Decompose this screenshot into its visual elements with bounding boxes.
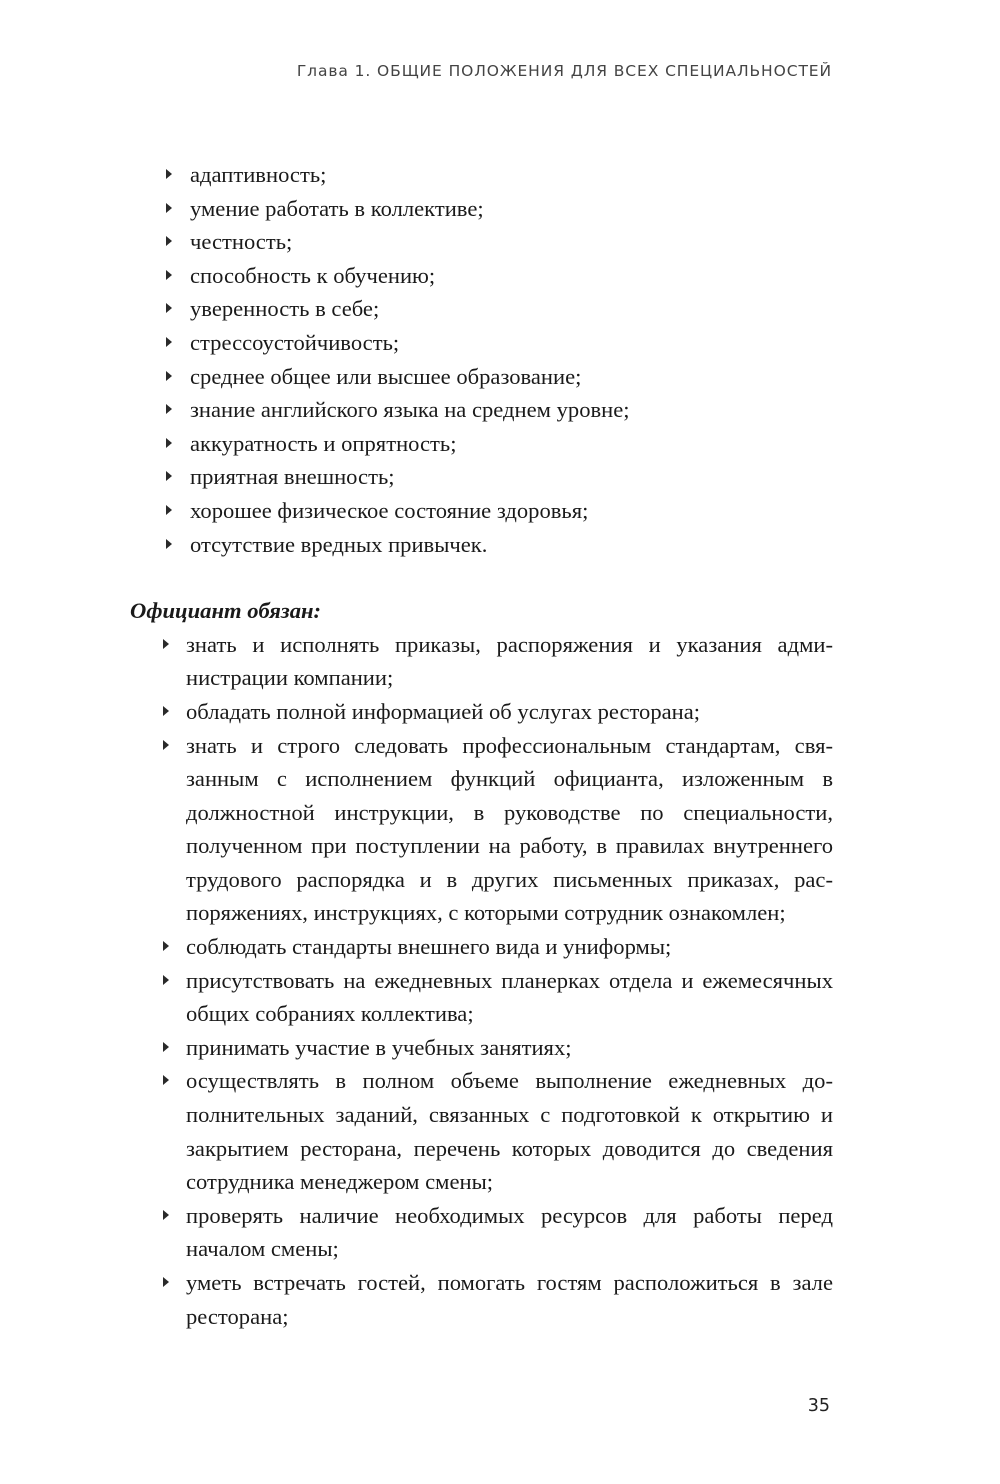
list-item (130, 1031, 833, 1065)
bullet-triangle-icon (166, 438, 172, 448)
list-item-text: честность; (190, 229, 293, 255)
duties-list (130, 628, 833, 1333)
list-item (130, 192, 833, 226)
list-item (130, 225, 833, 259)
list-item-text: приятная внешность; (190, 464, 395, 490)
list-item (130, 964, 833, 1031)
bullet-triangle-icon (166, 337, 172, 347)
list-item-text: принимать участие в учебных занятиях; (186, 1034, 572, 1060)
bullet-triangle-icon (163, 941, 169, 951)
list-item-text: обладать полной информацией об услугах ресторана; (186, 698, 701, 724)
list-item-text: знание английского языка на среднем уровне; (190, 397, 630, 423)
list-item (130, 930, 833, 964)
bullet-triangle-icon (166, 539, 172, 549)
bullet-triangle-icon (166, 270, 172, 280)
list-item (130, 360, 833, 394)
page-number: 35 (807, 1396, 830, 1416)
requirements-list (130, 158, 833, 561)
list-item (130, 259, 833, 293)
list-item (130, 158, 833, 192)
list-item (130, 695, 833, 729)
bullet-triangle-icon (163, 975, 169, 985)
bullet-triangle-icon (166, 404, 172, 414)
list-item-text: умение работать в коллективе; (190, 195, 484, 221)
list-item-text: знать и строго следовать профессиональным стандартам, связанным с исполнением функций официанта, изложенным в должностной инструкции, в руководстве по специальности, полученном при поступлении на работу, в правилах внутреннего трудового распорядка и в других письменных приказах, распоряжениях, инструкциях, с которыми сотрудник ознакомлен; (186, 732, 833, 926)
list-item (130, 528, 833, 562)
list-item-text: стрессоустойчивость; (190, 329, 400, 355)
bullet-triangle-icon (166, 303, 172, 313)
section-title: Официант обязан: (130, 598, 322, 624)
bullet-triangle-icon (166, 169, 172, 179)
list-item-text: адаптивность; (190, 162, 327, 187)
list-item-text: уметь встречать гостей, помогать гостям расположиться в зале ресторана; (186, 1270, 833, 1329)
bullet-triangle-icon (166, 236, 172, 246)
list-item (130, 729, 833, 931)
list-item-text: способность к обучению; (190, 262, 436, 288)
bullet-triangle-icon (163, 1277, 169, 1287)
bullet-triangle-icon (163, 706, 169, 716)
bullet-triangle-icon (166, 371, 172, 381)
list-item (130, 326, 833, 360)
list-item-text: отсутствие вредных привычек. (190, 531, 488, 557)
list-item (130, 1266, 833, 1333)
list-item (130, 1064, 833, 1198)
list-item-text: проверять наличие необходимых ресурсов для работы перед началом смены; (186, 1202, 833, 1262)
list-item-text: знать и исполнять приказы, распоряжения и указания администрации компании; (186, 631, 833, 691)
bullet-triangle-icon (163, 740, 169, 750)
bullet-triangle-icon (166, 203, 172, 213)
list-item (130, 494, 833, 528)
list-item (130, 628, 833, 695)
list-item (130, 427, 833, 461)
list-item (130, 393, 833, 427)
list-item (130, 1199, 833, 1266)
list-item-text: уверенность в себе; (190, 296, 380, 322)
list-item-text: осуществлять в полном объеме выполнение ежедневных дополнительных заданий, связанных с подготовкой к открытию и закрытием ресторана, перечень которых доводится до сведения сотрудника менеджером смены; (186, 1068, 833, 1195)
bullet-triangle-icon (163, 1210, 169, 1220)
bullet-triangle-icon (166, 505, 172, 515)
running-header: Глава 1. ОБЩИЕ ПОЛОЖЕНИЯ ДЛЯ ВСЕХ СПЕЦИАЛЬНОСТЕЙ (296, 62, 832, 80)
list-item (130, 460, 833, 494)
bullet-triangle-icon (163, 1042, 169, 1052)
bullet-triangle-icon (163, 639, 169, 649)
list-item-text: соблюдать стандарты внешнего вида и униформы; (186, 934, 672, 960)
page-body (130, 158, 833, 1333)
list-item-text: присутствовать на ежедневных планерках отдела и ежемесячных общих собраниях коллектива; (186, 967, 833, 1027)
list-item-text: среднее общее или высшее образование; (190, 363, 582, 389)
bullet-triangle-icon (163, 1075, 169, 1085)
list-item (130, 292, 833, 326)
bullet-triangle-icon (166, 471, 172, 481)
list-item-text: аккуратность и опрятность; (190, 430, 457, 456)
list-item-text: хорошее физическое состояние здоровья; (190, 497, 589, 523)
